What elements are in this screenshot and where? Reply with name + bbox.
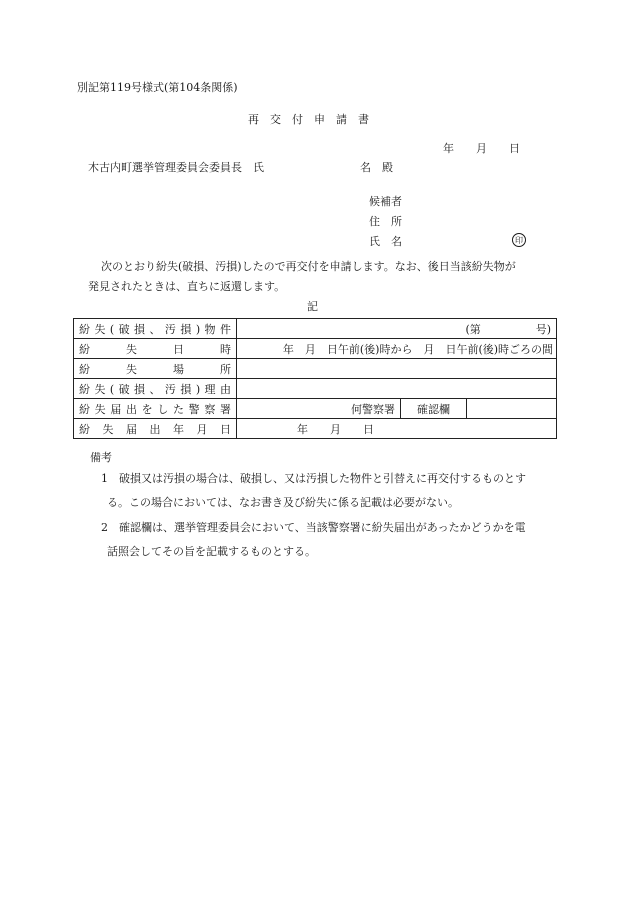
report-date-field[interactable]: 年 月 日 [237, 419, 557, 439]
table-row [74, 339, 557, 359]
confirm-field[interactable] [467, 399, 557, 419]
lost-datetime-field[interactable]: 年 月 日午前(後)時から 月 日午前(後)時ごろの間 [237, 339, 557, 359]
table-row [74, 399, 557, 419]
body-text-line-2: 発見されたときは、直ちに返還します。 [88, 280, 286, 293]
date-line: 年 月 日 [443, 142, 520, 155]
row-label-report-date: 紛 失 届 出 年 月 日 [74, 419, 237, 439]
addressee: 木古内町選挙管理委員会委員長 氏 [88, 161, 264, 174]
lost-place-field[interactable] [237, 359, 557, 379]
note-1-line-1: 1 破損又は汚損の場合は、破損し、又は汚損した物件と引替えに再交付するものとす [101, 472, 526, 485]
row-label-lost-reason: 紛失(破損、汚損)理由 [74, 379, 237, 399]
row-label-police-station: 紛失届出をした警察署 [74, 399, 237, 419]
candidate-label: 候補者 [369, 195, 402, 208]
address-label: 住 所 [369, 215, 402, 228]
lost-reason-field[interactable] [237, 379, 557, 399]
body-text-line-1: 次のとおり紛失(破損、汚損)したので再交付を申請します。なお、後日当該紛失物が [101, 260, 516, 273]
row-label-lost-place: 紛 失 場 所 [74, 359, 237, 379]
table-row [74, 379, 557, 399]
document-title: 再 交 付 申 請 書 [248, 113, 369, 126]
notes-heading: 備考 [90, 451, 112, 464]
police-station-field[interactable]: 何警察署 [237, 399, 401, 419]
row-label-lost-datetime: 紛 失 日 時 [74, 339, 237, 359]
table-row [74, 319, 557, 339]
table-row [74, 419, 557, 439]
confirm-label: 確認欄 [401, 399, 467, 419]
record-table [73, 318, 557, 439]
seal-mark: 印 [512, 233, 526, 247]
record-mark: 記 [307, 300, 318, 313]
form-reference: 別記第119号様式(第104条関係) [77, 81, 238, 94]
addressee-honorific: 名 殿 [360, 161, 393, 174]
note-1-line-2: る。この場合においては、なお書き及び紛失に係る記載は必要がない。 [107, 496, 459, 509]
note-2-line-2: 話照会してその旨を記載するものとする。 [107, 545, 316, 558]
name-label: 氏 名 [369, 235, 402, 248]
row-label-lost-item: 紛失(破損、汚損)物件 [74, 319, 237, 339]
table-row [74, 359, 557, 379]
note-2-line-1: 2 確認欄は、選挙管理委員会において、当該警察署に紛失届出があったかどうかを電 [101, 521, 526, 534]
lost-item-field[interactable]: (第 号) [237, 319, 557, 339]
